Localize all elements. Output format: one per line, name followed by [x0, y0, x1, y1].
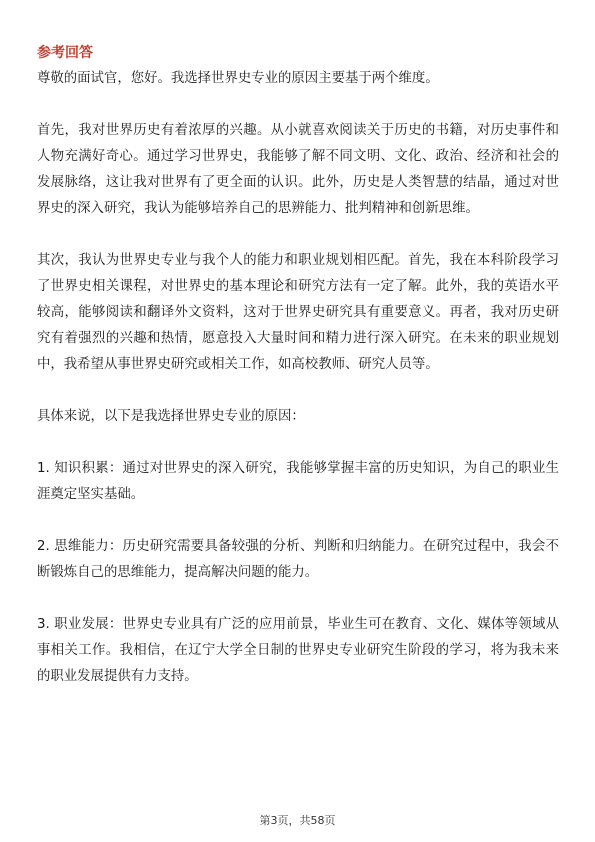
- reason-career-paragraph: 3. 职业发展：世界史专业具有广泛的应用前景，毕业生可在教育、文化、媒体等领域从事相关工作。我相信，在辽宁大学全日制的世界史专业研究生阶段的学习，将为我未来的职业发展提供有力支持。: [37, 617, 559, 684]
- ability-paragraph: 其次，我认为世界史专业与我个人的能力和职业规划相匹配。首先，我在本科阶段学习了世界史相关课程，对世界史的基本理论和研究方法有一定了解。此外，我的英语水平较高，能够阅读和翻译外文资料，这对于世界史研究具有重要意义。再者，我对历史研究有着强烈的兴趣和热情，愿意投入大量时间和精力进行深入研究。在未来的职业规划中，我希望从事世界史研究或相关工作，如高校教师、研究人员等。: [37, 253, 559, 372]
- greeting-paragraph: 尊敬的面试官，您好。我选择世界史专业的原因主要基于两个维度。: [37, 71, 439, 86]
- reason-thinking-paragraph: 2. 思维能力：历史研究需要具备较强的分析、判断和归纳能力。在研究过程中，我会不断锻炼自己的思维能力，提高解决问题的能力。: [37, 539, 559, 580]
- answer-heading: 参考回答: [37, 45, 93, 61]
- page-number: 第3页，共58页: [259, 814, 336, 827]
- interest-paragraph: 首先，我对世界历史有着浓厚的兴趣。从小就喜欢阅读关于历史的书籍，对历史事件和人物充满好奇心。通过学习世界史，我能够了解不同文明、文化、政治、经济和社会的发展脉络，这让我对世界有了更全面的认识。此外，历史是人类智慧的结晶，通过对世界史的深入研究，我认为能够培养自己的思辨能力、批判精神和创新思维。: [37, 123, 559, 216]
- reason-knowledge-paragraph: 1. 知识积累：通过对世界史的深入研究，我能够掌握丰富的历史知识，为自己的职业生涯奠定坚实基础。: [37, 461, 559, 502]
- answer-body: [37, 66, 559, 716]
- reasons-intro-paragraph: 具体来说，以下是我选择世界史专业的原因：: [37, 409, 305, 424]
